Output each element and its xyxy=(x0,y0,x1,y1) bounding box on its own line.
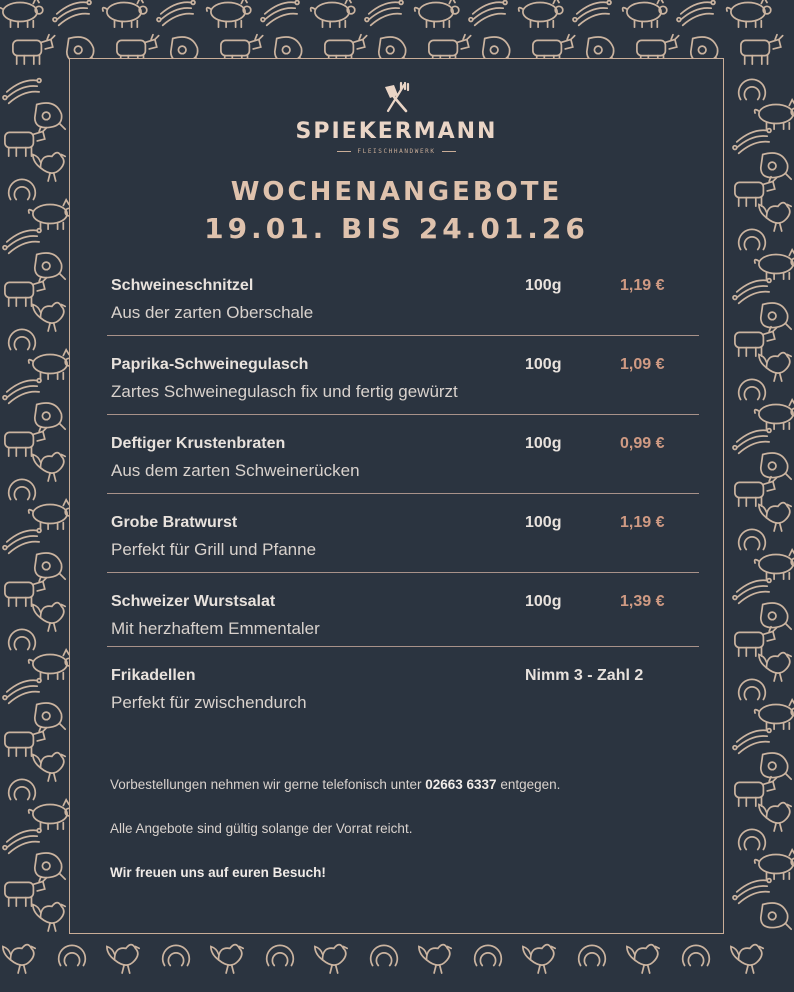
pig-icon xyxy=(415,0,459,27)
pig-icon xyxy=(623,0,667,27)
horseshoe-sausage-icon xyxy=(371,945,398,965)
horseshoe-sausage-icon xyxy=(739,679,766,699)
offer-item xyxy=(107,647,699,725)
offer-item xyxy=(107,257,699,336)
cow-icon xyxy=(741,35,783,64)
offer-description: Mit herzhaftem Emmentaler xyxy=(111,619,320,638)
cow-icon xyxy=(735,777,777,806)
chicken-icon xyxy=(33,903,65,932)
pig-icon xyxy=(311,0,355,27)
offers-card xyxy=(69,58,724,934)
offer-description: Zartes Schweinegulasch fix und fertig gewürzt xyxy=(111,382,458,401)
horseshoe-sausage-icon xyxy=(579,945,606,965)
date-range: 19.01. BIS 24.01.26 xyxy=(204,212,589,245)
offer-price: 1,09 € xyxy=(620,356,665,373)
offer-description: Aus dem zarten Schweinerücken xyxy=(111,461,360,480)
horseshoe-sausage-icon xyxy=(267,945,294,965)
horseshoe-sausage-icon xyxy=(9,779,36,799)
chicken-icon xyxy=(759,203,791,232)
validity-note: Alle Angebote sind gültig solange der Vorrat reicht. xyxy=(110,821,413,836)
sausage-icon xyxy=(677,1,715,26)
pig-icon xyxy=(755,400,794,429)
sausage-icon xyxy=(261,1,299,26)
sausage-icon xyxy=(733,129,771,154)
closing-note: Wir freuen uns auf euren Besuch! xyxy=(110,865,326,880)
offer-list xyxy=(107,257,699,725)
sausage-icon xyxy=(157,1,195,26)
brand-subtitle: FLEISCHHANDWERK xyxy=(357,148,436,155)
sausage-icon xyxy=(733,579,771,604)
sausage-icon xyxy=(733,879,771,904)
offer-quantity: 100g xyxy=(525,277,562,294)
cleaver-fork-icon xyxy=(380,81,414,115)
sausage-icon xyxy=(469,1,507,26)
ham-icon xyxy=(35,103,65,129)
horseshoe-sausage-icon xyxy=(475,945,502,965)
chicken-icon xyxy=(759,503,791,531)
cow-icon xyxy=(735,327,777,356)
pig-icon xyxy=(29,800,73,829)
chicken-icon xyxy=(107,945,139,974)
horseshoe-sausage-icon xyxy=(9,479,36,499)
page-title xyxy=(70,175,723,249)
horseshoe-sausage-icon xyxy=(9,179,36,199)
pig-icon xyxy=(29,350,73,379)
chicken-icon xyxy=(33,303,65,332)
horseshoe-sausage-icon xyxy=(163,945,190,965)
pig-icon xyxy=(103,0,147,27)
cow-icon xyxy=(5,577,47,606)
chicken-icon xyxy=(33,753,65,782)
chicken-icon xyxy=(759,653,791,682)
footer-notes xyxy=(110,777,560,909)
pig-icon xyxy=(29,200,73,229)
ham-icon xyxy=(761,903,791,929)
sausage-icon xyxy=(3,829,41,854)
offer-quantity: 100g xyxy=(525,435,562,452)
chicken-icon xyxy=(759,803,791,832)
pig-icon xyxy=(0,0,43,27)
horseshoe-sausage-icon xyxy=(739,529,766,549)
ham-icon xyxy=(35,703,65,729)
ham-icon xyxy=(35,853,65,879)
pig-icon xyxy=(519,0,563,27)
offer-name: Schweizer Wurstsalat xyxy=(111,593,276,610)
offer-item xyxy=(107,573,699,647)
chicken-icon xyxy=(33,453,65,482)
offer-price: 0,99 € xyxy=(620,435,665,452)
chicken-icon xyxy=(315,945,347,974)
offer-name: Frikadellen xyxy=(111,667,196,684)
ham-icon xyxy=(761,753,791,779)
chicken-icon xyxy=(759,353,791,382)
sausage-icon xyxy=(573,1,611,26)
offer-name: Paprika-Schweinegulasch xyxy=(111,356,309,373)
sausage-icon xyxy=(3,679,41,704)
pig-icon xyxy=(207,0,251,27)
ham-icon xyxy=(761,153,791,179)
sausage-icon xyxy=(3,229,41,254)
offer-name: Deftiger Krustenbraten xyxy=(111,435,286,452)
cow-icon xyxy=(735,477,777,506)
ham-icon xyxy=(761,603,791,629)
cow-icon xyxy=(735,177,777,206)
horseshoe-sausage-icon xyxy=(683,945,710,965)
offer-quantity: 100g xyxy=(525,356,562,373)
chicken-icon xyxy=(211,945,243,974)
cow-icon xyxy=(5,427,47,456)
sausage-icon xyxy=(733,429,771,454)
cow-icon xyxy=(13,35,55,64)
horseshoe-sausage-icon xyxy=(59,945,86,965)
title: WOCHENANGEBOTE xyxy=(230,177,563,207)
pig-icon xyxy=(727,0,771,27)
chicken-icon xyxy=(627,945,659,974)
brand-logo xyxy=(70,81,723,155)
phone-number: 02663 6337 xyxy=(425,777,497,792)
preorder-note xyxy=(110,777,560,792)
ham-icon xyxy=(761,303,791,329)
pig-icon xyxy=(755,550,794,579)
pig-icon xyxy=(755,250,794,279)
ham-icon xyxy=(761,453,791,479)
ham-icon xyxy=(35,253,65,279)
horseshoe-sausage-icon xyxy=(739,229,766,249)
chicken-icon xyxy=(731,945,763,974)
pig-icon xyxy=(29,650,73,679)
offer-quantity: 100g xyxy=(525,514,562,531)
chicken-icon xyxy=(33,603,65,632)
cow-icon xyxy=(5,727,47,756)
offer-name: Grobe Bratwurst xyxy=(111,514,238,531)
pig-icon xyxy=(755,100,794,129)
chicken-icon xyxy=(3,945,35,974)
offer-item xyxy=(107,336,699,415)
horseshoe-sausage-icon xyxy=(739,79,766,99)
chicken-icon xyxy=(33,153,65,182)
brand-name: SPIEKERMANN xyxy=(295,119,498,144)
horseshoe-sausage-icon xyxy=(739,829,766,849)
chicken-icon xyxy=(523,945,555,974)
sausage-icon xyxy=(733,279,771,304)
pig-icon xyxy=(755,850,794,879)
sausage-icon xyxy=(3,79,41,104)
pig-icon xyxy=(29,500,73,529)
cow-icon xyxy=(5,127,47,156)
cow-icon xyxy=(5,277,47,306)
cow-icon xyxy=(735,627,777,656)
offer-description: Perfekt für Grill und Pfanne xyxy=(111,540,317,559)
sausage-icon xyxy=(3,379,41,404)
sausage-icon xyxy=(365,1,403,26)
cow-icon xyxy=(5,877,47,906)
offer-quantity: Nimm 3 - Zahl 2 xyxy=(525,667,644,684)
offer-item xyxy=(107,415,699,494)
preorder-suffix: entgegen. xyxy=(500,777,561,792)
sausage-icon xyxy=(53,1,91,26)
preorder-prefix: Vorbestellungen nehmen wir gerne telefonisch unter xyxy=(110,777,422,792)
pig-icon xyxy=(755,700,794,729)
offer-description: Perfekt für zwischendurch xyxy=(111,693,307,712)
offer-description: Aus der zarten Oberschale xyxy=(111,303,314,322)
offer-name: Schweineschnitzel xyxy=(111,277,254,294)
offer-price: 1,19 € xyxy=(620,277,665,294)
chicken-icon xyxy=(419,945,451,974)
horseshoe-sausage-icon xyxy=(9,329,36,349)
sausage-icon xyxy=(733,729,771,754)
ham-icon xyxy=(35,403,65,429)
ham-icon xyxy=(35,553,65,579)
offer-price: 1,39 € xyxy=(620,593,665,610)
sausage-icon xyxy=(3,529,41,554)
horseshoe-sausage-icon xyxy=(9,629,36,649)
horseshoe-sausage-icon xyxy=(739,379,766,399)
offer-item xyxy=(107,494,699,573)
offer-price: 1,19 € xyxy=(620,514,665,531)
offer-quantity: 100g xyxy=(525,593,562,610)
